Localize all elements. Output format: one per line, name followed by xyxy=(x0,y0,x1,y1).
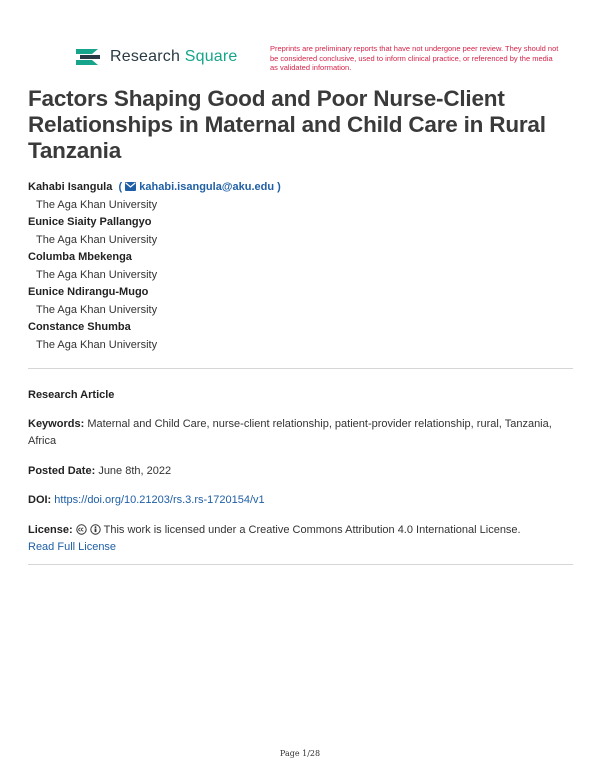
author-affiliation: The Aga Khan University xyxy=(36,199,158,211)
attribution-icon xyxy=(90,524,101,535)
doi: DOI: https://doi.org/10.21203/rs.3.rs-1720154/v1 xyxy=(28,494,265,506)
divider-top xyxy=(28,368,573,369)
divider-bottom xyxy=(28,564,573,565)
author-affiliation: The Aga Khan University xyxy=(36,339,158,351)
research-square-logo-icon xyxy=(74,46,102,68)
author-affiliation: The Aga Khan University xyxy=(36,304,158,316)
doi-link[interactable]: https://doi.org/10.21203/rs.3.rs-1720154/v1 xyxy=(54,494,265,506)
author-email-link[interactable]: ( kahabi.isangula@aku.edu ) xyxy=(118,181,281,193)
author-name: Eunice Siaity Pallangyo xyxy=(28,216,152,228)
author-affiliation: The Aga Khan University xyxy=(36,234,158,246)
paper-title: Factors Shaping Good and Poor Nurse-Client Relationships in Maternal and Child Care in Rural Tanzania xyxy=(28,86,546,163)
preprint-disclaimer: Preprints are preliminary reports that have not undergone peer review. They should not be considered conclusive, used to inform clinical practice, or referenced by the media as validated information. xyxy=(270,44,559,72)
author-name: Columba Mbekenga xyxy=(28,251,132,263)
author-name: Kahabi Isangula ( kahabi.isangula@aku.edu ) xyxy=(28,181,281,193)
keywords: Keywords: Maternal and Child Care, nurse-client relationship, patient-provider relationship, rural, Tanzania, Africa xyxy=(28,418,552,447)
author-name: Constance Shumba xyxy=(28,321,131,333)
posted-date: Posted Date: June 8th, 2022 xyxy=(28,465,172,477)
logo-text: Research Square xyxy=(110,48,238,65)
research-square-logo[interactable] xyxy=(74,46,238,68)
creative-commons-icon xyxy=(76,524,87,535)
license: License: This work is licensed under a Creative Commons Attribution 4.0 International License. Read Full License xyxy=(28,524,521,553)
mail-icon xyxy=(125,182,136,191)
article-type: Research Article xyxy=(28,389,115,401)
author-name: Eunice Ndirangu-Mugo xyxy=(28,286,149,298)
read-full-license-link[interactable]: Read Full License xyxy=(28,541,117,553)
page-number: Page 1/28 xyxy=(279,749,321,758)
author-affiliation: The Aga Khan University xyxy=(36,269,158,281)
author-list xyxy=(28,180,568,355)
